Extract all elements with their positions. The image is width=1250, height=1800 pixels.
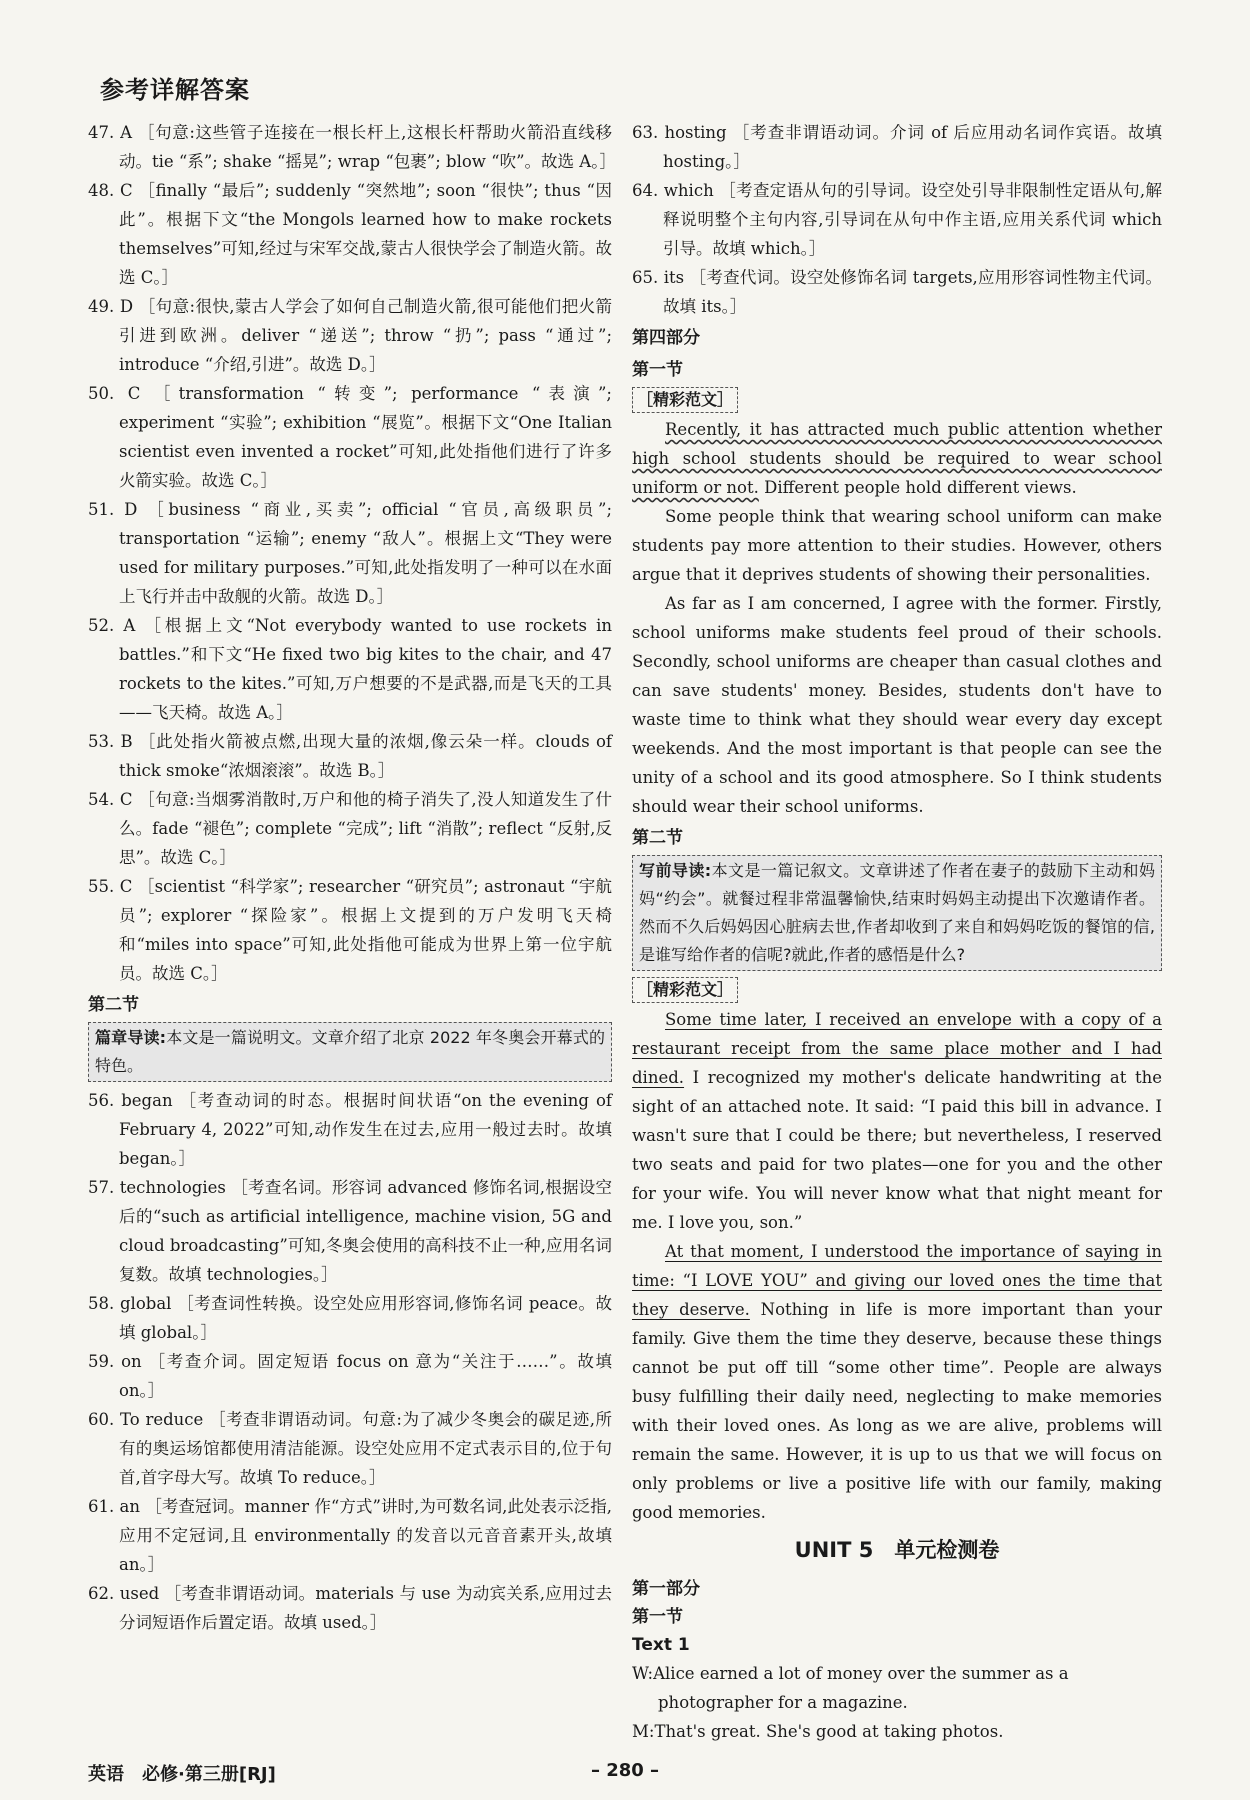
answer-explanation: ［考查词性转换。设空处应用形容词,修饰名词 peace。故填 global。］ xyxy=(119,1294,613,1342)
answer-entry xyxy=(88,379,612,495)
answer-explanation: ［考查动词的时态。根据时间状语“on the evening of February 4, 2022”可知,动作发生在过去,应用一般过去时。故填 began。］ xyxy=(119,1091,612,1168)
answer-number: 49. D xyxy=(88,297,134,316)
answer-number: 53. B xyxy=(88,732,133,751)
dialog xyxy=(632,1659,1162,1746)
answer-explanation: ［scientist “科学家”; researcher “研究员”; astronaut “宇航员”; explorer “探险家”。根据上文提到的万户发明飞天椅和“miles into space”可知,此处指他可能成为世界上第一位宇航员。故选 C。］ xyxy=(119,877,612,983)
essay-text: I recognized my mother's delicate handwriting at the sight of an attached note. It said: “I paid this bill in advance. I wasn't sure that I could be there; but nevertheless, I reserved two seats and paid for two plates—one for you and the other for your wife. You will never know what that night meant for me. I love you, son.” xyxy=(632,1068,1162,1232)
unit-title: UNIT 5 单元检测卷 xyxy=(794,1538,1000,1562)
answer-entry xyxy=(632,118,1162,176)
essay-paragraph: Some people think that wearing school uniform can make students pay more attention to their studies. However, others argue that it deprives students of showing their personalities. xyxy=(632,507,1162,584)
answer-entry xyxy=(88,727,612,785)
page-number: – 280 – xyxy=(590,1760,660,1781)
answer-list-2 xyxy=(88,1086,612,1637)
essay-text: Different people hold different views. xyxy=(758,478,1077,497)
answer-number: 56. began xyxy=(88,1091,173,1110)
answer-entry xyxy=(88,611,612,727)
answer-entry xyxy=(88,495,612,611)
part-title: 第一部分 xyxy=(632,1579,700,1599)
answer-explanation: ［此处指火箭被点燃,出现大量的浓烟,像云朵一样。clouds of thick smoke“浓烟滚滚”。故选 B。］ xyxy=(119,732,612,780)
section-title: 第一节 xyxy=(632,1607,683,1627)
left-column xyxy=(88,118,616,1637)
answer-number: 54. C xyxy=(88,790,133,809)
answer-entry xyxy=(88,1347,612,1405)
text-label: Text 1 xyxy=(632,1635,690,1655)
dialog-text: Alice earned a lot of money over the summer as a photographer for a magazine. xyxy=(653,1664,1069,1712)
answer-explanation: ［transformation “转变”; performance “表演”; experiment “实验”; exhibition “展览”。根据下文“One Italian scientist even invented a rocket”可知,此处指他们进行了许多火箭实验。故选 C。］ xyxy=(119,384,612,490)
answer-entry xyxy=(88,872,612,988)
answer-explanation: ［考查冠词。manner 作“方式”讲时,为可数名词,此处表示泛指,应用不定冠词,且 environmentally 的发音以元音音素开头,故填 an。］ xyxy=(119,1497,613,1574)
writing-intro-box xyxy=(632,855,1162,971)
part-title: 第四部分 xyxy=(632,328,700,348)
answer-number: 63. hosting xyxy=(632,123,727,142)
answer-explanation: ［考查定语从句的引导词。设空处引导非限制性定语从句,解释说明整个主句内容,引导词在从句中作主语,应用关系代词 which 引导。故填 which。］ xyxy=(663,181,1163,258)
dialog-line xyxy=(632,1717,1162,1746)
answer-entry xyxy=(88,118,616,176)
answer-explanation: ［考查介词。固定短语 focus on 意为“关注于……”。故填 on。］ xyxy=(119,1352,613,1400)
speaker-label: M: xyxy=(632,1722,655,1741)
intro-text: 本文是一篇说明文。文章介绍了北京 2022 年冬奥会开幕式的特色。 xyxy=(95,1028,605,1075)
answer-explanation: ［考查非谓语动词。materials 与 use 为动宾关系,应用过去分词短语作后置定语。故填 used。］ xyxy=(119,1584,612,1632)
answer-explanation: ［考查代词。设空处修饰名词 targets,应用形容词性物主代词。故填 its。］ xyxy=(663,268,1162,316)
answer-number: 52. A xyxy=(88,616,136,635)
answer-explanation: ［考查名词。形容词 advanced 修饰名词,根据设空后的“such as artificial intelligence, machine vision, 5G and cloud broadcasting”可知,冬奥会使用的高科技不止一种,应用名词复数。故填 technologies。］ xyxy=(119,1178,612,1284)
answer-number: 48. C xyxy=(88,181,133,200)
answer-number: 55. C xyxy=(88,877,133,896)
answer-number: 58. global xyxy=(88,1294,172,1313)
intro-text: 本文是一篇记叙文。文章讲述了作者在妻子的鼓励下主动和妈妈“约会”。就餐过程非常温馨愉快,结束时妈妈主动提出下次邀请作者。然而不久后妈妈因心脏病去世,作者却收到了来自和妈妈吃饭的餐馆的信,是谁写给作者的信呢?就此,作者的感悟是什么? xyxy=(639,861,1155,964)
answer-explanation: ［句意:很快,蒙古人学会了如何自己制造火箭,很可能他们把火箭引进到欧洲。deliver “递送”; throw “扔”; pass “通过”; introduce “介绍,引进”。故选 D。］ xyxy=(119,297,612,374)
answer-entry xyxy=(632,263,1162,321)
answer-entry xyxy=(88,176,612,292)
intro-label: 篇章导读: xyxy=(95,1028,167,1047)
answer-explanation: ［句意:这些管子连接在一根长杆上,这根长杆帮助火箭沿直线移动。tie “系”; shake “摇晃”; wrap “包裹”; blow “吹”。故选 A。］ xyxy=(119,123,616,171)
answer-entry xyxy=(88,1289,612,1347)
model-essay-tag: ［精彩范文］ xyxy=(632,977,738,1003)
answer-entry xyxy=(88,292,612,379)
answer-number: 51. D xyxy=(88,500,138,519)
answer-number: 62. used xyxy=(88,1584,160,1603)
answer-entry xyxy=(88,1492,612,1579)
answer-number: 61. an xyxy=(88,1497,141,1516)
answer-explanation: ［finally “最后”; suddenly “突然地”; soon “很快”; thus “因此”。根据下文“the Mongols learned how to make rockets themselves”可知,经过与宋军交战,蒙古人很快学会了制造火箭。故选 C。］ xyxy=(119,181,612,287)
essay-paragraph: As far as I am concerned, I agree with the former. Firstly, school uniforms make students feel proud of their schools. Secondly, school uniforms are cheaper than casual clothes and can save students' money. Besides, students don't have to waste time to think what they should wear every day except weekends. And the most important is that people can see the unity of a school and its good atmosphere. So I think students should wear their school uniforms. xyxy=(632,594,1162,816)
essay-paragraph xyxy=(632,415,1162,502)
underlined-text: At that moment, I understood the importance of saying in time: “I LOVE YOU” and giving our loved ones the time that they deserve. xyxy=(632,1242,1162,1319)
answer-number: 57. technologies xyxy=(88,1178,226,1197)
answer-number: 59. on xyxy=(88,1352,142,1371)
underlined-text: Some time later, I received an envelope with a copy of a restaurant receipt from the same place mother and I had dined. xyxy=(632,1010,1162,1087)
answer-entry xyxy=(88,1579,612,1637)
answer-explanation: ［根据上文“Not everybody wanted to use rockets in battles.”和下文“He fixed two big kites to the chair, and 47 rockets to the kites.”可知,万户想要的不是武器,而是飞天的工具——飞天椅。故选 A。］ xyxy=(119,616,612,722)
right-column xyxy=(632,118,1162,1746)
essay-paragraph xyxy=(632,1005,1162,1237)
speaker-label: W: xyxy=(632,1664,654,1683)
answer-explanation: ［句意:当烟雾消散时,万户和他的椅子消失了,没人知道发生了什么。fade “褪色”; complete “完成”; lift “消散”; reflect “反射,反思”。故选 C。］ xyxy=(119,790,612,867)
answer-entry xyxy=(88,1173,612,1289)
section-title: 第二节 xyxy=(632,828,683,848)
model-essay-tag: ［精彩范文］ xyxy=(632,387,738,413)
answer-number: 50. C xyxy=(88,384,141,403)
answer-number: 60. To reduce xyxy=(88,1410,204,1429)
essay-text: Nothing in life is more important than your family. Give them the time they deserve, because these things cannot be put off till “some other time”. People are always busy fulfilling their daily need, neglecting to make memories with their loved ones. As long as we are alive, problems will remain the same. However, it is up to us that we will focus on only problems or live a positive life with our family, making good memories. xyxy=(632,1300,1162,1522)
answer-number: 64. which xyxy=(632,181,714,200)
section-title: 第一节 xyxy=(632,360,683,380)
answer-list-1 xyxy=(88,118,616,988)
answer-entry xyxy=(88,1086,612,1173)
answer-entry xyxy=(88,1405,612,1492)
answer-explanation: ［business “商业,买卖”; official “官员,高级职员”; transportation “运输”; enemy “敌人”。根据上文“They were used for military purposes.”可知,此处指发明了一种可以在水面上飞行并击中敌舰的火箭。故选 D。］ xyxy=(119,500,613,606)
answer-list-3 xyxy=(632,118,1162,321)
answer-entry xyxy=(88,785,612,872)
answer-entry xyxy=(632,176,1162,263)
dialog-text: That's great. She's good at taking photos. xyxy=(654,1722,1004,1741)
page-header: 参考详解答案 xyxy=(100,76,250,104)
section-title: 第二节 xyxy=(88,995,139,1015)
answer-number: 65. its xyxy=(632,268,685,287)
answer-explanation: ［考查非谓语动词。介词 of 后应用动名词作宾语。故填 hosting。］ xyxy=(663,123,1162,171)
answer-explanation: ［考查非谓语动词。句意:为了减少冬奥会的碳足迹,所有的奥运场馆都使用清洁能源。设空处应用不定式表示目的,位于句首,首字母大写。故填 To reduce。］ xyxy=(119,1410,612,1487)
essay-paragraph xyxy=(632,1237,1162,1527)
book-label: 英语 必修·第三册[RJ] xyxy=(88,1764,276,1785)
dialog-line xyxy=(632,1659,1162,1717)
intro-label: 写前导读: xyxy=(639,861,712,880)
chapter-intro-box xyxy=(88,1022,612,1082)
answer-number: 47. A xyxy=(88,123,133,142)
wavy-underlined-text: Recently, it has attracted much public attention whether high school students should be required to wear school uniform or not. xyxy=(632,420,1162,497)
